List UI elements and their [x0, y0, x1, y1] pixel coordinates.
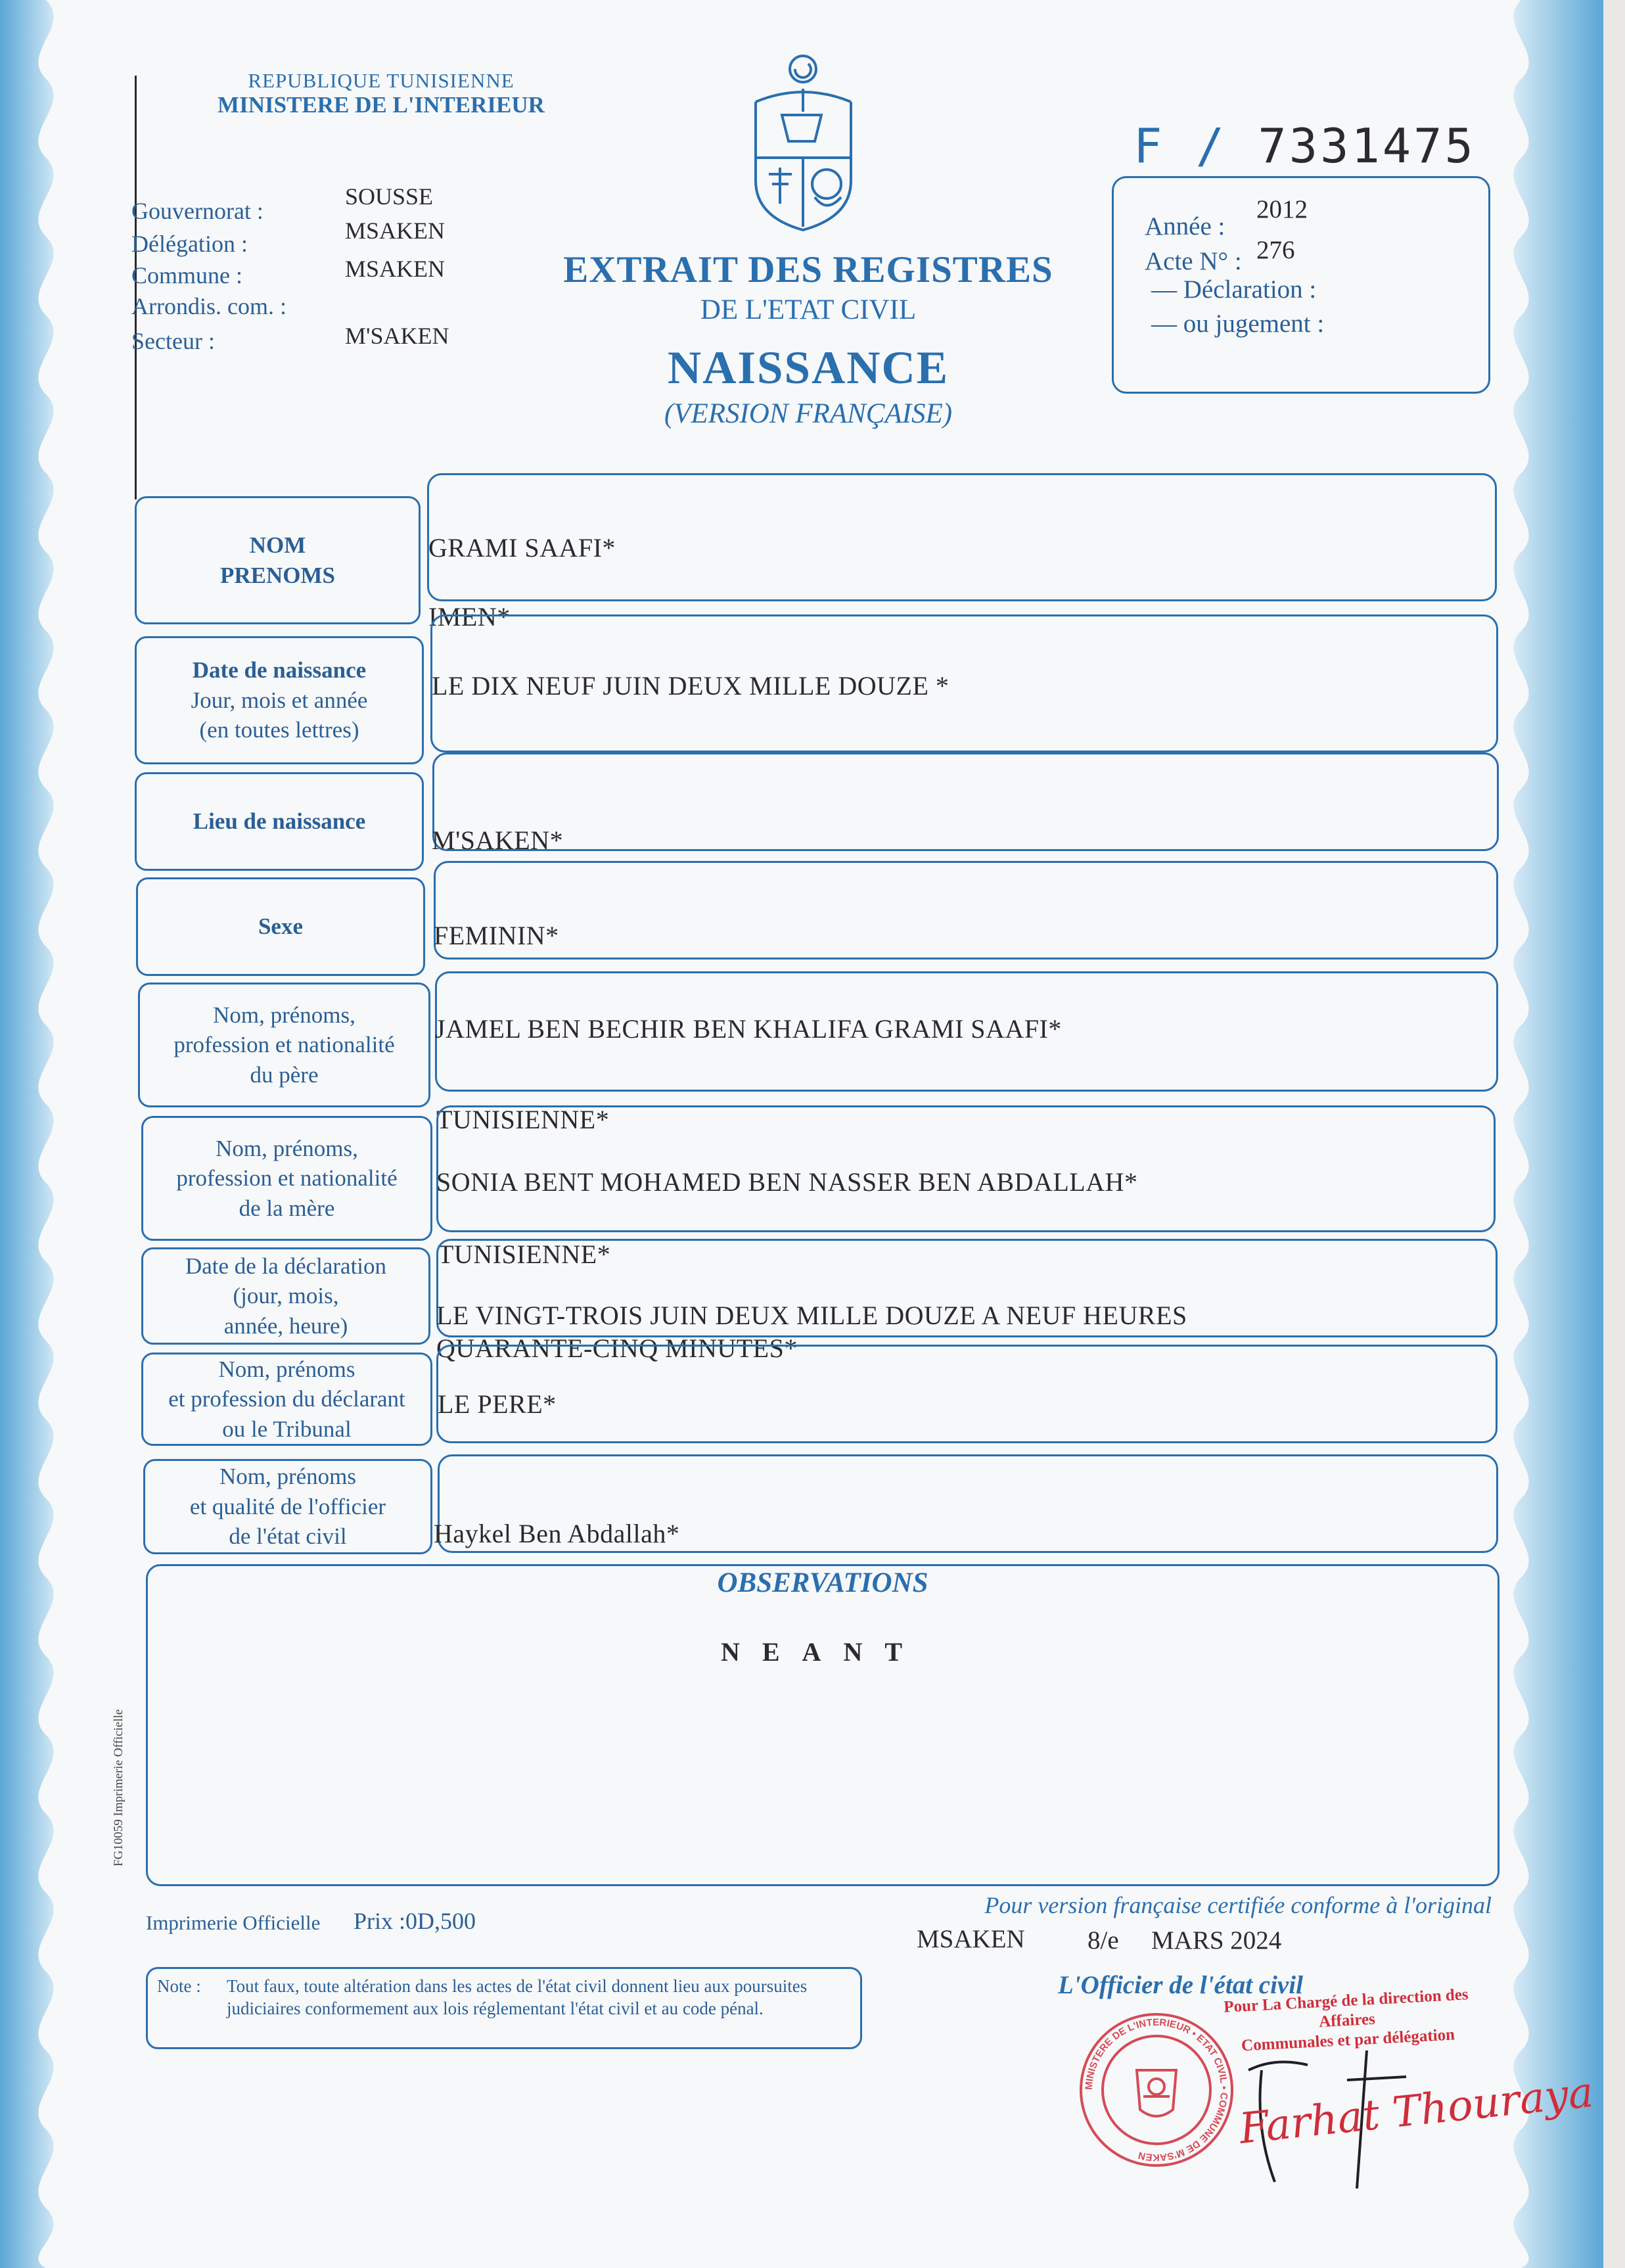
pere-label-line1: Nom, prénoms,: [213, 1002, 355, 1028]
pere-label-line3: du père: [250, 1061, 319, 1088]
price: Prix :0D,500: [354, 1908, 476, 1934]
serial-value: 7331475: [1258, 118, 1476, 174]
observations-value: NEANT: [720, 1637, 925, 1667]
declarant-value: LE PERE*: [438, 1389, 557, 1419]
sexe-label-cell: [136, 877, 425, 976]
officier-label-line1: Nom, prénoms: [219, 1464, 357, 1490]
observations-title: OBSERVATIONS: [717, 1567, 928, 1598]
official-stamp-icon: [1074, 2008, 1239, 2172]
serial-prefix: F /: [1133, 118, 1227, 174]
declarant-label-line2: et profession du déclarant: [168, 1386, 405, 1412]
jugement-type-label: — ou jugement :: [1151, 310, 1325, 338]
certification-text: Pour version française certifiée conforme à l'original: [984, 1892, 1492, 1918]
annee-label: Année :: [1145, 212, 1225, 241]
sexe-label: Sexe: [258, 914, 304, 940]
nom-value: GRAMI SAAFI*: [428, 533, 616, 563]
officer-title: L'Officier de l'état civil: [1058, 1971, 1303, 1999]
mere-value: SONIA BENT MOHAMED BEN NASSER BEN ABDALLAH*: [436, 1167, 1138, 1197]
declaration-label-line1: Date de la déclaration: [185, 1253, 387, 1279]
delegation-line2: Communales et par délégation: [1241, 2025, 1455, 2055]
stamp-ring-text: MINISTERE DE L'INTERIEUR • ETAT CIVIL • COMMUNE DE M'SAKEN: [1083, 2016, 1230, 2164]
issue-day: 8/e: [1087, 1926, 1119, 1955]
nom-label: NOM: [249, 532, 306, 558]
legal-note-box: [146, 1967, 862, 2049]
date-naissance-label-cell: [135, 636, 424, 764]
act-type-title: NAISSANCE: [667, 342, 950, 394]
prenoms-value: IMEN*: [428, 602, 511, 632]
date-naissance-value: LE DIX NEUF JUIN DEUX MILLE DOUZE *: [432, 671, 950, 701]
declarant-value-cell: [436, 1345, 1498, 1443]
ministry-heading: MINISTERE DE L'INTERIEUR: [217, 92, 545, 118]
declaration-type-label: — Déclaration :: [1151, 275, 1317, 304]
version-label: (VERSION FRANÇAISE): [664, 398, 953, 429]
lieu-value: M'SAKEN*: [432, 825, 564, 855]
gouvernorat-value: SOUSSE: [345, 183, 434, 210]
lieu-label: Lieu de naissance: [193, 808, 366, 835]
date-naissance-label: Date de naissance: [192, 657, 367, 683]
secteur-label: Secteur :: [131, 328, 215, 354]
sexe-value: FEMININ*: [434, 921, 559, 950]
mere-label-cell: [141, 1116, 432, 1241]
commune-label: Commune :: [131, 262, 242, 289]
declaration-label-line3: année, heure): [223, 1312, 348, 1339]
declaration-value-line1: LE VINGT-TROIS JUIN DEUX MILLE DOUZE A NEUF HEURES: [436, 1301, 1187, 1330]
document-title: EXTRAIT DES REGISTRES: [563, 249, 1053, 290]
declarant-label-cell: [141, 1353, 432, 1446]
pere-value: JAMEL BEN BECHIR BEN KHALIFA GRAMI SAAFI*: [435, 1014, 1062, 1044]
prenoms-label: PRENOMS: [220, 562, 335, 588]
right-wavy-border: [1482, 0, 1603, 2268]
svg-text:MINISTERE DE L'INTERIEUR • ETA: [1084, 2017, 1229, 2163]
note-label: Note :: [157, 1976, 201, 1996]
printer-side-reference: FG10059 Imprimerie Officielle: [112, 1709, 126, 1866]
date-naissance-sub2: (en toutes lettres): [199, 717, 359, 743]
acte-label: Acte N° :: [1145, 247, 1242, 275]
left-wavy-border: [0, 0, 82, 2268]
serial-number: [1133, 118, 1476, 174]
delegation-value: MSAKEN: [345, 218, 446, 244]
note-text: Tout faux, toute altération dans les actes de l'état civil donnent lieu aux poursuites judiciaires conformement aux lois réglementant l'état civil et au code pénal.: [227, 1976, 808, 2018]
declaration-label-cell: [141, 1247, 430, 1345]
issue-month-year: MARS 2024: [1151, 1926, 1282, 1955]
arrondissement-label: Arrondis. com. :: [131, 293, 286, 319]
annee-value: 2012: [1256, 195, 1308, 223]
signatory-name: Farhat Thouraya: [1237, 2068, 1596, 2154]
pere-nationalite: TUNISIENNE*: [436, 1105, 610, 1134]
sexe-value-cell: [434, 861, 1498, 960]
pere-label-line2: profession et nationalité: [173, 1032, 395, 1058]
printer-name: Imprimerie Officielle: [146, 1911, 321, 1934]
declarant-label-line3: ou le Tribunal: [222, 1416, 352, 1442]
observations-box: [146, 1564, 1499, 1886]
mere-nationalite: TUNISIENNE*: [438, 1239, 611, 1269]
mere-label-line3: de la mère: [239, 1195, 335, 1221]
republic-heading: REPUBLIQUE TUNISIENNE: [248, 69, 515, 92]
mere-label-line2: profession et nationalité: [176, 1165, 398, 1192]
officier-value: Haykel Ben Abdallah*: [434, 1519, 680, 1548]
document-subtitle: DE L'ETAT CIVIL: [700, 294, 917, 325]
lieu-label-cell: [135, 772, 424, 871]
secteur-value: M'SAKEN: [345, 323, 449, 349]
issue-place: MSAKEN: [917, 1925, 1025, 1953]
commune-value: MSAKEN: [345, 256, 446, 282]
officier-label-line2: et qualité de l'officier: [189, 1493, 386, 1519]
declaration-value-line2: QUARANTE-CINQ MINUTES*: [436, 1333, 798, 1363]
lieu-value-cell: [432, 752, 1499, 851]
nom-prenoms-label-cell: [135, 496, 421, 624]
officier-label-line3: de l'état civil: [229, 1523, 347, 1550]
acte-value: 276: [1256, 236, 1295, 264]
date-naissance-sub1: Jour, mois et année: [191, 687, 368, 713]
mere-label-line1: Nom, prénoms,: [216, 1135, 358, 1161]
delegation-label: Délégation :: [131, 231, 248, 257]
tunisia-coat-of-arms-icon: [743, 49, 864, 237]
officier-label-cell: [143, 1459, 432, 1554]
declarant-label-line1: Nom, prénoms: [218, 1356, 355, 1382]
gouvernorat-label: Gouvernorat :: [131, 198, 263, 224]
pere-label-cell: [138, 983, 430, 1107]
declaration-label-line2: (jour, mois,: [233, 1283, 339, 1309]
delegation-line1: Pour La Chargé de la direction des Affaires: [1223, 1985, 1469, 2031]
